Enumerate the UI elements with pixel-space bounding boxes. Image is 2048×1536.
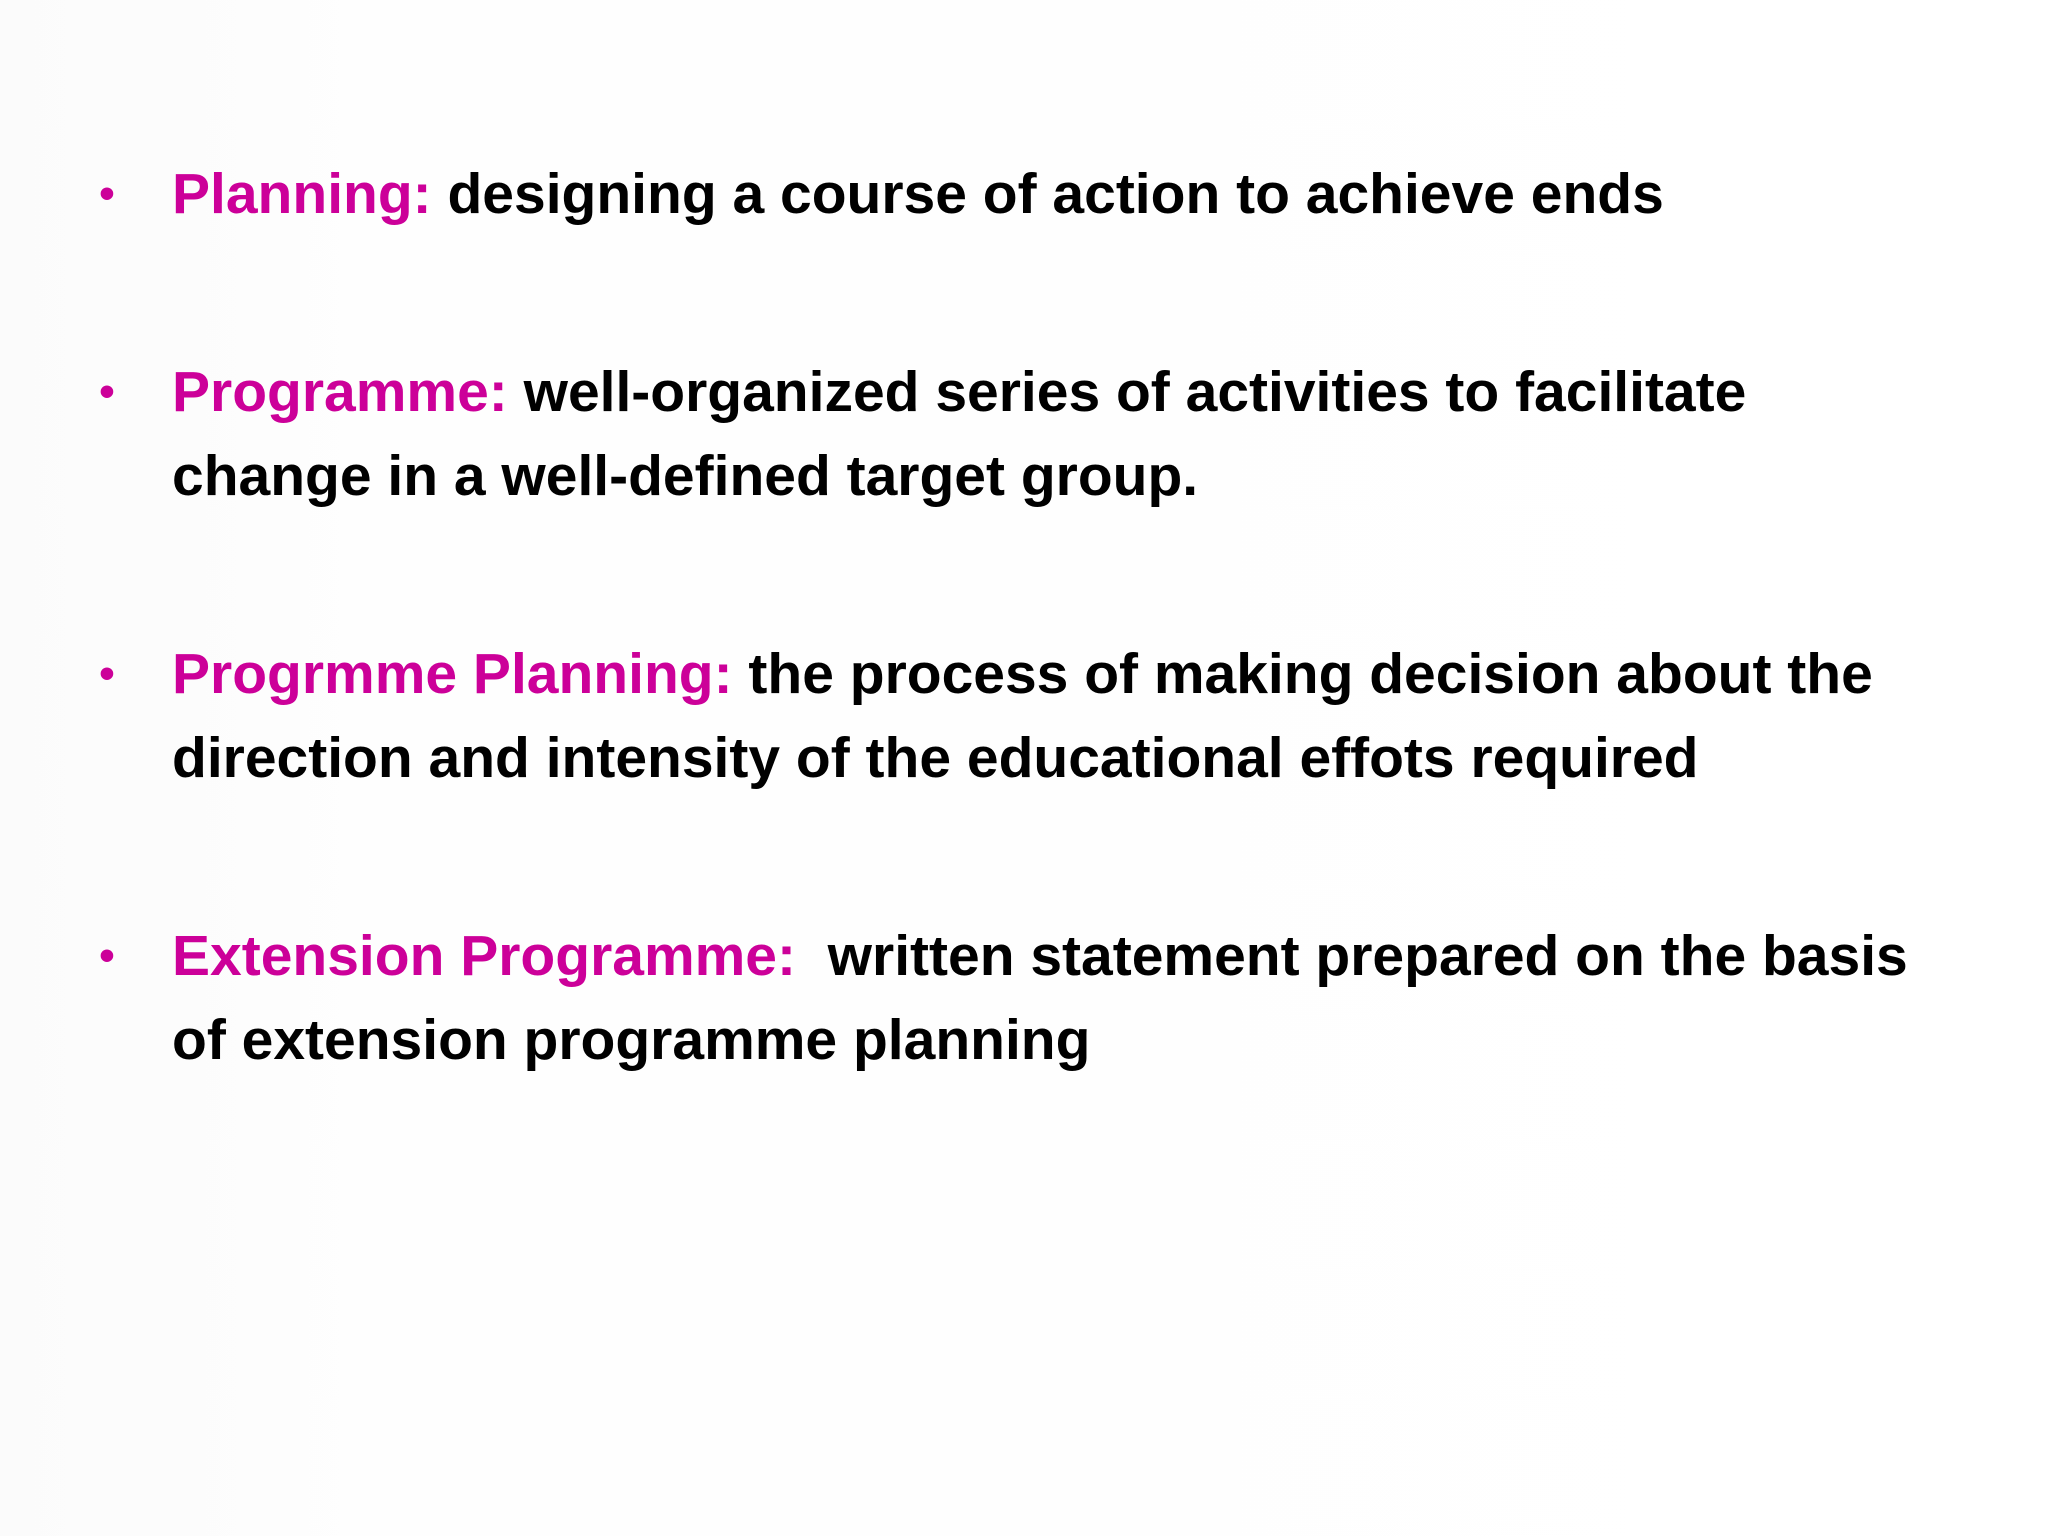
term-label: Extension Programme: [172, 924, 796, 988]
bullet-icon: • [99, 649, 115, 698]
term-label: Programme: [172, 360, 508, 424]
bullet-text [172, 152, 1932, 236]
definition-text: designing a course of action to achieve ends [431, 162, 1664, 226]
term-label: Progrmme Planning: [172, 642, 733, 706]
bullet-icon: • [99, 169, 115, 218]
bullet-icon: • [99, 367, 115, 416]
term-label: Planning: [172, 162, 432, 226]
definition-text: well-organized series of activities to facilitate change in a well-defined target group. [172, 360, 1763, 508]
bullet-text [172, 350, 1932, 518]
bullet-text [172, 632, 1932, 800]
bullet-icon: • [99, 931, 115, 980]
definition-text: written statement prepared on the basis of extension programme planning [172, 924, 1924, 1072]
bullet-text [172, 914, 1932, 1082]
definition-text: the process of making decision about the direction and intensity of the educational effots required [172, 642, 1889, 790]
